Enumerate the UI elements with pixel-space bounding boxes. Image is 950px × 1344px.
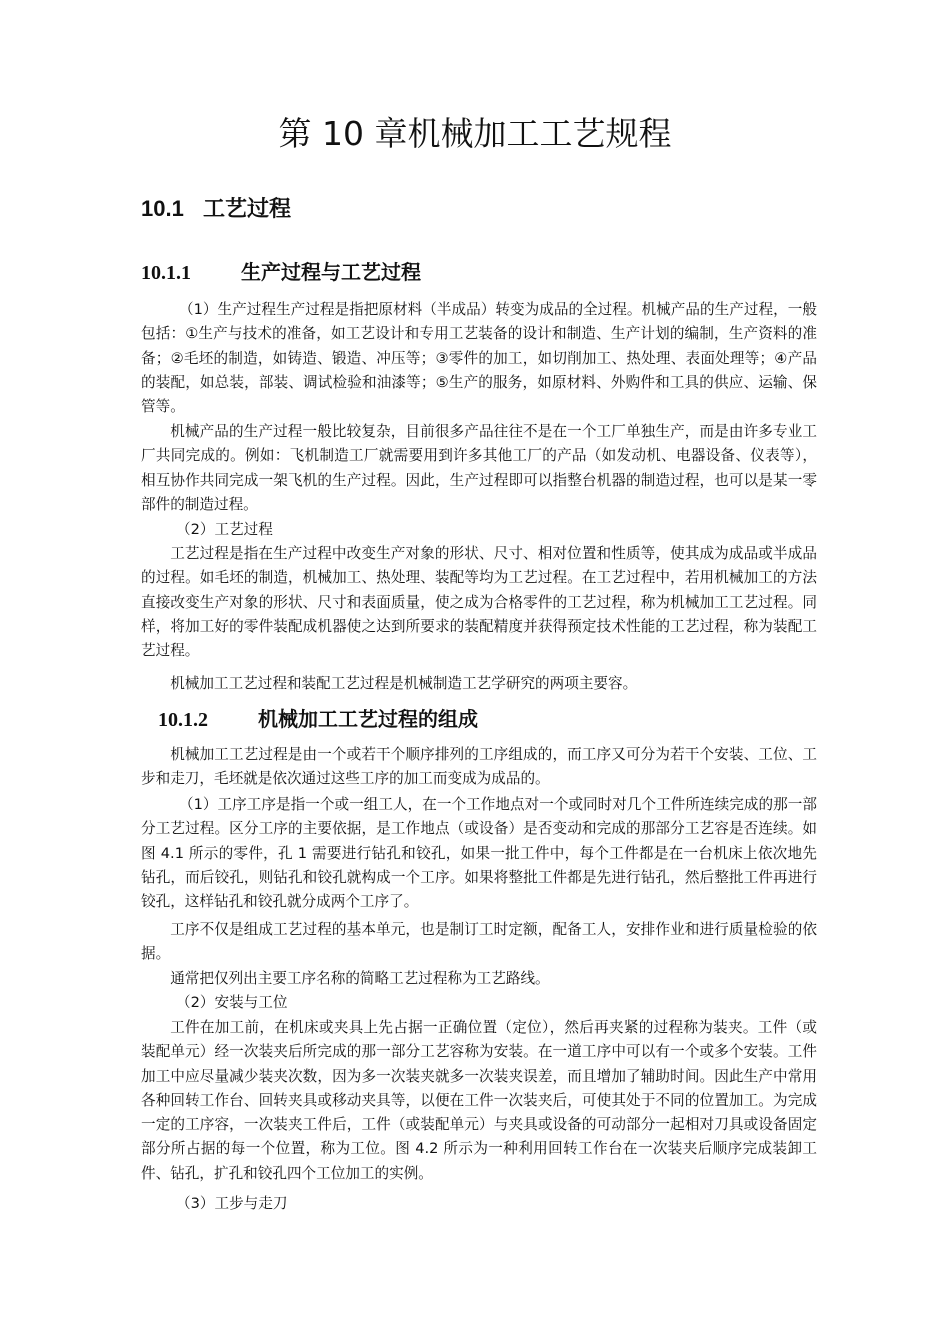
subsection-title-1: 生产过程与工艺过程 — [241, 260, 421, 284]
paragraph-route: 通常把仅列出主要工序名称的简略工艺过程称为工艺路线。 — [170, 970, 550, 987]
subsection-number-2: 10.1.2 — [158, 709, 208, 731]
label-process: （2）工艺过程 — [176, 521, 273, 538]
paragraph-process-definition: 工艺过程是指在生产过程中改变生产对象的形状、尺寸、相对位置和性质等，使其成为成品或半成品的过程。如毛坯的制造，机械加工、热处理、装配等均为工艺过程。在工艺过程中，若用机械加工的方法直接改变生产对象的形状、尺寸和表面质量，使之成为合格零件的工艺过程，称为机械加工工艺过程。同样，将加工好的零件装配成机器使之达到所要求的装配精度并获得预定技术性能的工艺过程，称为装配工艺过程。 — [141, 545, 817, 660]
chapter-title: 第 10 章机械加工工艺规程 — [278, 114, 672, 153]
paragraph-production-process: （1）生产过程生产过程是指把原材料（半成品）转变为成品的全过程。机械产品的生产过程，一般包括：①生产与技术的准备，如工艺设计和专用工艺装备的设计和制造、生产计划的编制，生产资料的准备；②毛坯的制造，如铸造、锻造、冲压等；③零件的加工，如切削加工、热处理、表面处理等；④产品的装配，如总装，部装、调试检验和油漆等；⑤生产的服务，如原材料、外购件和工具的供应、运输、保管等。 — [141, 301, 817, 416]
subsection-number-1: 10.1.1 — [141, 262, 191, 284]
paragraph-operation: （1）工序工序是指一个或一组工人，在一个工作地点对一个或同时对几个工件所连续完成的那一部分工艺过程。区分工序的主要依据，是工作地点（或设备）是否变动和完成的那部分工艺容是否连续。如图 4.1 所示的零件，孔 1 需要进行钻孔和铰孔，如果一批工件中，每个工件都是在一台机床上依次地先钻孔，而后铰孔，则钻孔和铰孔就构成一个工序。如果将整批工件都是先进行钻孔，然后整批工件再进行铰孔，这样钻孔和铰孔就分成两个工序了。 — [141, 796, 817, 911]
label-setup-position: （2）安装与工位 — [176, 994, 288, 1011]
paragraph-operation-unit: 工序不仅是组成工艺过程的基本单元，也是制订工时定额，配备工人，安排作业和进行质量检验的依据。 — [141, 921, 817, 963]
subsection-heading-1 — [141, 256, 421, 285]
subsection-title-2: 机械加工工艺过程的组成 — [258, 707, 478, 731]
paragraph-process-summary: 机械加工工艺过程和装配工艺过程是机械制造工艺学研究的两项主要容。 — [170, 675, 638, 692]
paragraph-composition: 机械加工工艺过程是由一个或若干个顺序排列的工序组成的，而工序又可分为若干个安装、工位、工步和走刀，毛坯就是依次通过这些工序的加工而变成为成品的。 — [141, 746, 817, 788]
section-number: 10.1 — [141, 196, 184, 221]
section-heading — [141, 192, 291, 223]
label-step-pass: （3）工步与走刀 — [176, 1195, 288, 1212]
section-title: 工艺过程 — [203, 197, 292, 222]
paragraph-setup: 工件在加工前，在机床或夹具上先占据一正确位置（定位），然后再夹紧的过程称为装夹。工件（或装配单元）经一次装夹后所完成的那一部分工艺容称为安装。在一道工序中可以有一个或多个安装。工件加工中应尽量减少装夹次数，因为多一次装夹就多一次装夹误差，而且增加了辅助时间。因此生产中常用各种回转工作台、回转夹具或移动夹具等，以便在工件一次装夹后，可使其处于不同的位置加工。为完成一定的工序容，一次装夹工件后，工件（或装配单元）与夹具或设备的可动部分一起相对刀具或设备固定部分所占据的每一个位置，称为工位。图 4.2 所示为一种利用回转工作台在一次装夹后顺序完成装卸工件、钻孔，扩孔和铰孔四个工位加工的实例。 — [141, 1019, 817, 1182]
paragraph-production-complexity: 机械产品的生产过程一般比较复杂，目前很多产品往往不是在一个工厂单独生产，而是由许多专业工厂共同完成的。例如：飞机制造工厂就需要用到许多其他工厂的产品（如发动机、电器设备、仪表等），相互协作共同完成一架飞机的生产过程。因此，生产过程即可以指整台机器的制造过程，也可以是某一零部件的制造过程。 — [141, 423, 817, 513]
subsection-heading-2 — [158, 703, 478, 732]
